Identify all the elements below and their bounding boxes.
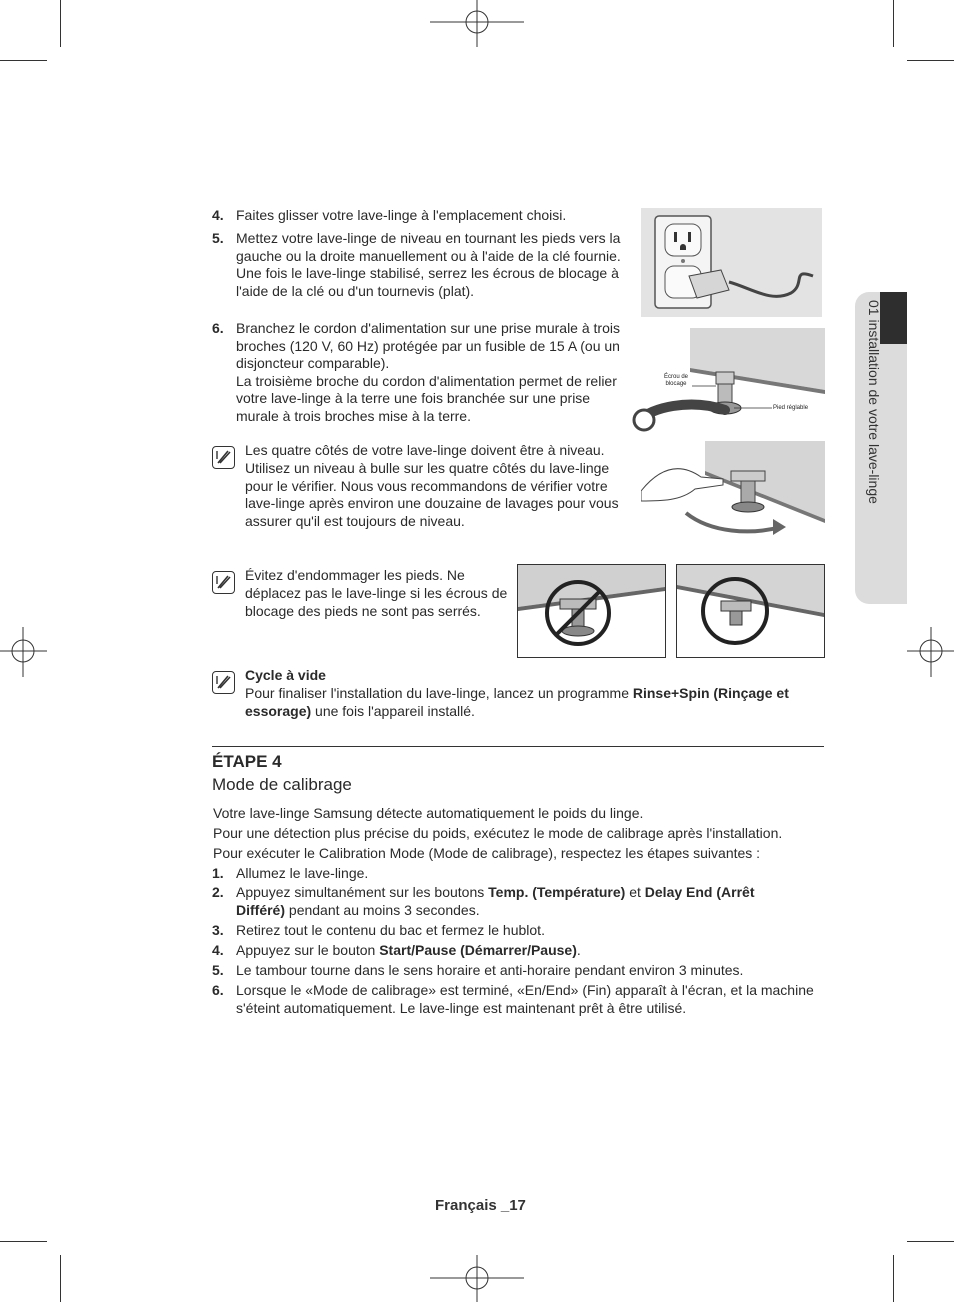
outlet-illustration bbox=[641, 208, 822, 317]
registration-mark-right bbox=[907, 627, 954, 677]
crop-mark bbox=[0, 60, 47, 61]
crop-mark bbox=[893, 1255, 894, 1302]
paragraph: Pour une détection plus précise du poids, exécutez le mode de calibrage après l'installation. bbox=[213, 825, 783, 841]
note-icon bbox=[212, 671, 235, 694]
list-item: 6. Branchez le cordon d'alimentation sur une prise murale à trois broches (120 V, 60 Hz) protégée par un fusible de 15 A (ou un disjoncteur comparable). La troisième broche du cordon d'alimentation permet de relier votre lave-linge à la terre une fois branchée sur une prise murale à trois broches mise à la terre. bbox=[212, 320, 620, 424]
registration-mark-left bbox=[0, 627, 47, 677]
crop-mark bbox=[0, 1241, 47, 1242]
page-number: Français _17 bbox=[435, 1197, 526, 1214]
section-heading: ÉTAPE 4 bbox=[212, 752, 282, 771]
leveling-hand-illustration bbox=[641, 441, 825, 541]
adjustable-foot-label: Pied réglable bbox=[773, 405, 809, 411]
step-item: 6. Lorsque le «Mode de calibrage» est terminé, «En/End» (Fin) apparaît à l'écran, et la machine s'éteint automatiquement. Le lave-linge est maintenant prêt à être utilisé. bbox=[212, 982, 814, 1016]
crop-mark bbox=[907, 60, 954, 61]
note-text: Évitez d'endommager les pieds. Ne déplacez pas le lave-linge si les écrous de blocage des pieds ne sont pas serrés. bbox=[245, 567, 508, 619]
step-item: 5. Le tambour tourne dans le sens horaire et anti-horaire pendant environ 3 minutes. bbox=[212, 962, 744, 978]
registration-mark-bottom bbox=[430, 1255, 524, 1302]
section-subheading: Mode de calibrage bbox=[212, 775, 352, 794]
side-tab-label: 01 installation de votre lave-linge bbox=[866, 300, 882, 504]
paragraph: Votre lave-linge Samsung détecte automatiquement le poids du linge. bbox=[213, 805, 644, 821]
foot-correct-illustration bbox=[676, 564, 825, 658]
paragraph: Pour exécuter le Calibration Mode (Mode de calibrage), respectez les étapes suivantes : bbox=[213, 845, 761, 861]
lock-nut-label: Écrou de blocage bbox=[663, 374, 688, 387]
list-item: 4. Faites glisser votre lave-linge à l'emplacement choisi. bbox=[212, 207, 567, 223]
section-divider bbox=[212, 746, 824, 747]
note-icon bbox=[212, 571, 235, 594]
foot-damage-prohibited-illustration bbox=[517, 564, 666, 658]
note-icon bbox=[212, 446, 235, 469]
crop-mark bbox=[60, 0, 61, 47]
crop-mark bbox=[907, 1241, 954, 1242]
step-item: 4. Appuyez sur le bouton Start/Pause (Démarrer/Pause). bbox=[212, 942, 581, 958]
note-text: Cycle à vide Pour finaliser l'installation du lave-linge, lancez un programme Rinse+Spin (Rinçage et essorage) une fois l'appareil installé. bbox=[245, 667, 820, 720]
list-item: 5. Mettez votre lave-linge de niveau en tournant les pieds vers la gauche ou la droite manuellement ou à l'aide de la clé fournie. Une fois le lave-linge stabilisé, serrez les écrous de blocage à l'aide de la clé ou d'un tournevis (plat). bbox=[212, 230, 621, 299]
step-item: 2. Appuyez simultanément sur les boutons Temp. (Température) et Delay End (Arrêt Différé) pendant au moins 3 secondes. bbox=[212, 884, 755, 918]
step-item: 1. Allumez le lave-linge. bbox=[212, 865, 369, 881]
crop-mark bbox=[60, 1255, 61, 1302]
note-text: Les quatre côtés de votre lave-linge doivent être à niveau. Utilisez un niveau à bulle sur les quatre côtés du lave-linge pour le vérifier. Nous vous recommandons de vérifier votre lave-linge après environ une douzaine de lavages pour vous assurer qu'il est toujours de niveau. bbox=[245, 442, 619, 530]
step-item: 3. Retirez tout le contenu du bac et fermez le hublot. bbox=[212, 922, 545, 938]
crop-mark bbox=[893, 0, 894, 47]
note-title: Cycle à vide bbox=[245, 667, 326, 683]
side-tab-marker bbox=[880, 292, 907, 344]
registration-mark-top bbox=[430, 0, 524, 47]
